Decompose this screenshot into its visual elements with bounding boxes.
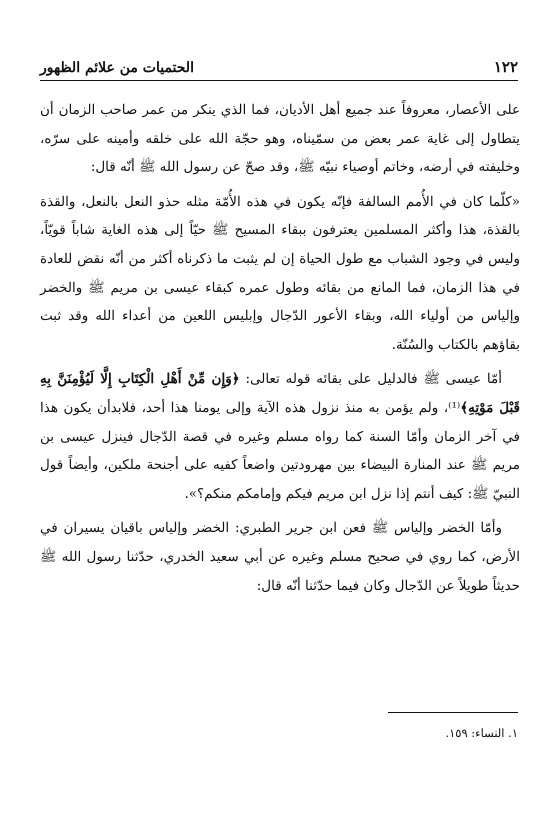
footnote: ١. النساء: ١٥٩.: [445, 726, 518, 740]
paragraph-4: وأمّا الخضر وإلياس ﷺ فعن ابن جرير الطبري: الخضر وإلياس باقيان يسيران في الأرض، كما روي في صحيح مسلم وغيره عن أبي سعيد الخدري، حدّثنا رسول الله ﷺ حديثاً طويلاً عن الدّجال وكان فيما حدّثنا أنّه قال:: [40, 520, 520, 594]
header-rule: [40, 80, 518, 81]
paragraph-1: على الأعصار، معروفاً عند جميع أهل الأديان، فما الذي ينكر من عمر صاحب الزمان أن يتطاول إلى غاية عمر بعض من سمّيناه، وهو حجّة الله على خلقه وأمينه على سرّه، وخليفته في أرضه، وخاتم أوصياء نبيّه ﷺ، وقد صحّ عن رسول الله ﷺ أنّه قال:: [40, 102, 520, 176]
quran-verse: ﴿وَإِن مِّنْ أَهْلِ الْكِتَابِ إِلَّا لَيُؤْمِنَنَّ بِهِ قَبْلَ مَوْتِهِ﴾: [40, 371, 521, 416]
page-number: ١٢٢: [493, 58, 518, 76]
page-header: [40, 52, 518, 76]
footnote-rule: [388, 712, 518, 713]
running-title: الحتميات من علائم الظهور: [40, 60, 194, 76]
paragraph-3-rest: ⁽¹⁾، ولم يؤمن به منذ نزول هذه الآية وإلى يومنا هذا أحد، فلابدأن يكون هذا في آخر الزمان وأمّا السنة كما رواه مسلم وغيره في قصة الدّجال فينزل عيسى بن مريم ﷺ عند المنارة البيضاء بين مهرودتين واضعاً كفيه على أجنحة ملكين، وأيضاً قول النبيّ ﷺ: كيف أنتم إذا نزل ابن مريم فيكم وإمامكم منكم؟».: [40, 399, 520, 502]
paragraph-2: «كلّما كان في الأُمم السالفة فإنّه يكون في هذه الأُمّة مثله حذو النعل بالنعل، والقذة بالقذة، هذا وأكثر المسلمين يعترفون ببقاء المسيح ﷺ حيّاً إلى هذه الغاية شاباً قويّاً، وليس في وجود الشباب مع طول الحياة إن لم يثبت ما ذكرناه أكثر من أنّه نقض للعادة في هذا الزمان، فما المانع من بقائه وطول عمره كبقاء عيسى بن مريم ﷺ والخضر وإلياس من أولياء الله، وبقاء الأعور الدّجال وإبليس اللعين من أعداء الله وقد ثبت بقاؤهم بالكتاب والسُنّة.: [40, 193, 520, 353]
paragraph-3: [40, 365, 520, 508]
body-text: [40, 96, 520, 600]
paragraph-3-intro: أمّا عيسى ﷺ فالدليل على بقائه قوله تعالى:: [239, 371, 502, 388]
